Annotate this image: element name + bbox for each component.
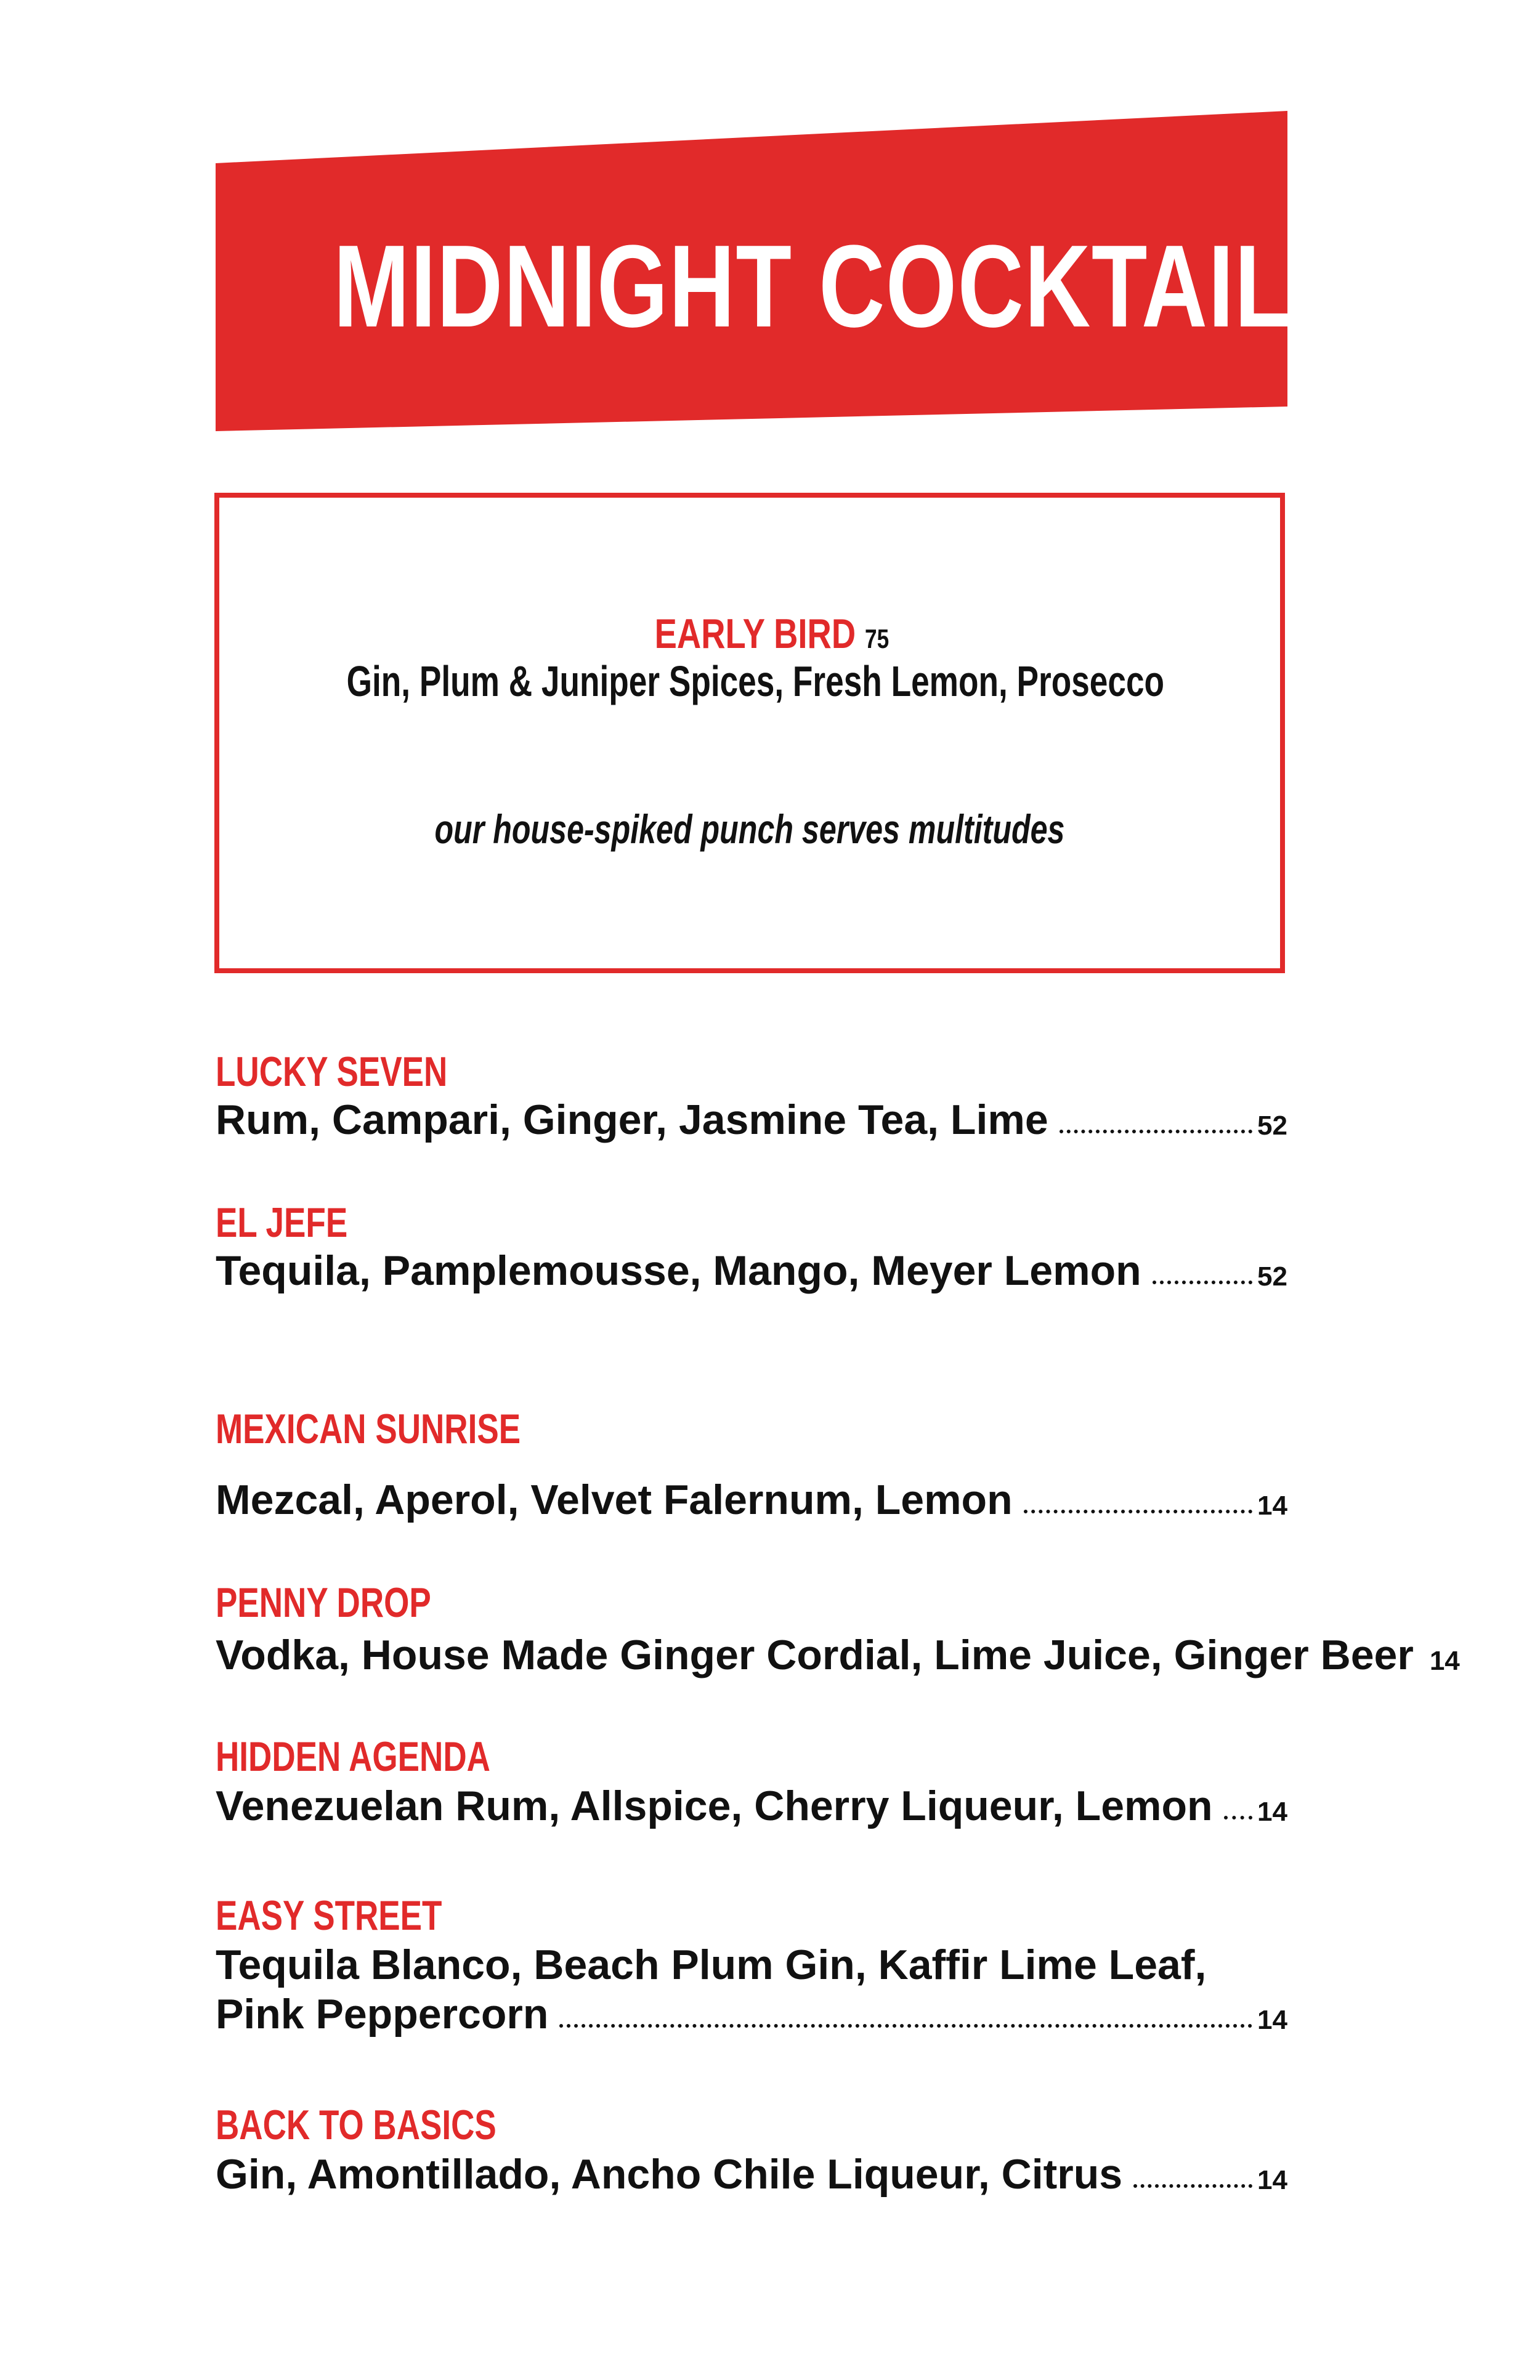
menu-item-ingredients: Mezcal, Aperol, Velvet Falernum, Lemon [216,1476,1013,1523]
menu-item-price: 14 [1257,2005,1287,2035]
dotted-leader [1133,2184,1252,2188]
menu-item-name: MEXICAN SUNRISE [216,1406,521,1452]
menu-item-line [216,1630,1460,1680]
menu-item-price: 14 [1429,1646,1460,1676]
featured-name-row [219,610,1280,658]
menu-item-ingredients: Venezuelan Rum, Allspice, Cherry Liqueur, Lemon [216,1783,1213,1829]
featured-cocktail-note: our house-spiked punch serves multitudes [434,806,1065,852]
menu-item-ingredients: Tequila Blanco, Beach Plum Gin, Kaffir Lime Leaf, [216,1941,1207,1988]
menu-item-line [216,2150,1287,2199]
dotted-leader [1224,1816,1252,1819]
menu-item-ingredients-continued: Pink Peppercorn [216,1991,549,2038]
menu-item-ingredients: Rum, Campari, Ginger, Jasmine Tea, Lime [216,1096,1048,1143]
featured-cocktail-price: 75 [864,624,889,654]
menu-item-line [216,1475,1287,1524]
menu-item-price: 14 [1257,2165,1287,2195]
menu-item-line [216,1095,1287,1144]
featured-cocktail-box [214,493,1285,973]
menu-item-name: HIDDEN AGENDA [216,1733,490,1780]
featured-cocktail-name: EARLY BIRD [654,610,856,657]
menu-item-name: BACK TO BASICS [216,2102,496,2148]
menu-item-ingredients: Gin, Amontillado, Ancho Chile Liqueur, Citrus [216,2151,1123,2198]
menu-item-line [216,1781,1287,1831]
menu-item-price: 52 [1257,1111,1287,1141]
menu-item-price: 52 [1257,1261,1287,1292]
menu-item-line [216,1246,1287,1295]
dotted-leader [1060,1130,1252,1133]
menu-item-line-2 [216,1989,1287,2039]
menu-item-line-1 [216,1940,1287,1989]
menu-item-name: PENNY DROP [216,1579,431,1626]
menu-item-name: EASY STREET [216,1892,442,1939]
menu-item-price: 14 [1257,1797,1287,1827]
menu-item-name: LUCKY SEVEN [216,1048,448,1095]
menu-item-name: EL JEFE [216,1199,348,1246]
page-title: MIDNIGHT COCKTAILS [333,221,1353,352]
menu-item-ingredients: Tequila, Pamplemousse, Mango, Meyer Lemon [216,1247,1141,1294]
title-banner [216,111,1353,431]
menu-item-price: 14 [1257,1491,1287,1521]
menu-item-ingredients: Vodka, House Made Ginger Cordial, Lime Juice, Ginger Beer [216,1632,1414,1678]
dotted-leader [1024,1510,1252,1513]
featured-cocktail-ingredients: Gin, Plum & Juniper Spices, Fresh Lemon, Prosecco [346,657,1165,705]
dotted-leader [1153,1281,1252,1284]
dotted-leader [559,2024,1252,2028]
